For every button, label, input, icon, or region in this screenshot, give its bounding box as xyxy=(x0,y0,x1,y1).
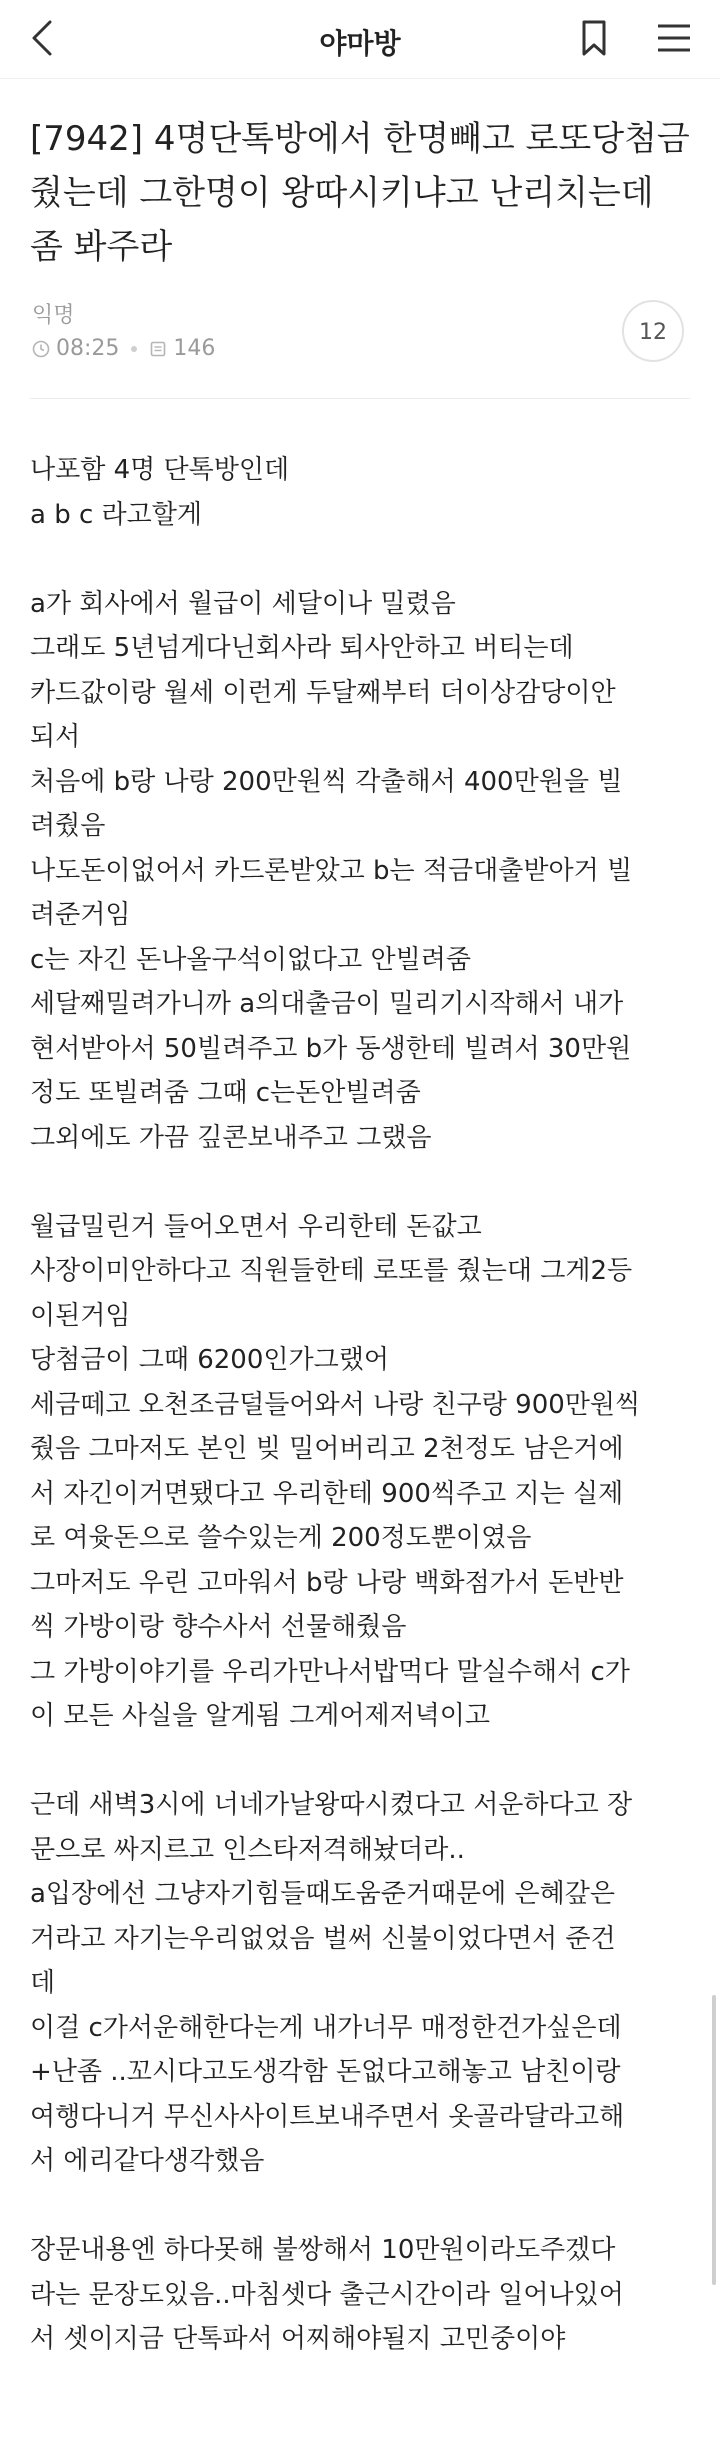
blank-line xyxy=(30,2184,690,2229)
views-icon xyxy=(149,340,167,358)
top-bar xyxy=(0,0,720,79)
author-name: 익명 xyxy=(32,303,75,328)
body-line: 줬음 그마저도 본인 빚 밀어버리고 2천정도 남은거에 xyxy=(30,1434,624,1464)
post-body xyxy=(30,448,690,2362)
body-line: 이 모든 사실을 알게됨 그게어제저녁이고 xyxy=(30,1701,491,1731)
body-line: 사장이미안하다고 직원들한테 로또를 줬는대 그게2등 xyxy=(30,1256,633,1286)
body-line: 장문내용엔 하다못해 불쌍해서 10만원이라도주겠다 xyxy=(30,2235,616,2265)
divider xyxy=(30,398,690,399)
body-line: 려줬음 xyxy=(30,811,106,841)
bookmark-icon[interactable] xyxy=(572,16,616,60)
body-line: 근데 새벽3시에 너네가날왕따시켰다고 서운하다고 장 xyxy=(30,1790,633,1820)
body-line: 서 자긴이거면됐다고 우리한테 900씩주고 지는 실제 xyxy=(30,1478,624,1509)
body-line: 처음에 b랑 나랑 200만원씩 각출해서 400만원을 빌 xyxy=(30,766,623,797)
body-line: 서 에리같다생각했음 xyxy=(30,2146,265,2176)
body-line: 데 xyxy=(30,1968,56,1998)
post-meta xyxy=(30,298,690,378)
hamburger-menu-icon[interactable] xyxy=(652,16,696,60)
body-line: 되서 xyxy=(30,722,81,752)
body-line: 거라고 자기는우리없었음 벌써 신불이었다면서 준건 xyxy=(30,1923,616,1954)
body-line: +난좀 ..꼬시다고도생각함 돈없다고해놓고 남친이랑 xyxy=(30,2057,621,2087)
body-line: 세금떼고 오천조금덜들어와서 나랑 친구랑 900만원씩 xyxy=(30,1389,641,1420)
clock-icon xyxy=(32,340,50,358)
meta-separator xyxy=(131,346,137,352)
body-line: 라는 문장도있음..마침셋다 출근시간이라 일어나있어 xyxy=(30,2279,624,2310)
body-line: 이된거임 xyxy=(30,1300,131,1331)
body-line: a입장에선 그냥자기힘들때도움준거때문에 은혜갚은 xyxy=(30,1879,616,1909)
body-line: 그래도 5년넘게다닌회사라 퇴사안하고 버티는데 xyxy=(30,633,574,663)
body-line: 그마저도 우린 고마워서 b랑 나랑 백화점가서 돈반반 xyxy=(30,1567,624,1598)
body-line: 당첨금이 그때 6200인가그랬어 xyxy=(30,1345,389,1375)
body-line: 나도돈이없어서 카드론받았고 b는 적금대출받아거 빌 xyxy=(30,855,633,886)
blank-line xyxy=(30,1739,690,1784)
scrollbar[interactable] xyxy=(712,1995,716,2285)
body-line: 나포함 4명 단톡방인데 xyxy=(30,455,290,485)
body-line: a b c 라고할게 xyxy=(30,499,202,530)
body-line: 씩 가방이랑 향수사서 선물해줬음 xyxy=(30,1612,407,1642)
body-line: a가 회사에서 월급이 세달이나 밀렸음 xyxy=(30,588,456,619)
body-line: 월급밀린거 들어오면서 우리한테 돈값고 xyxy=(30,1211,482,1242)
view-count: 146 xyxy=(173,336,216,361)
body-line: c는 자긴 돈나올구석이없다고 안빌려줌 xyxy=(30,944,471,975)
body-line: 현서받아서 50빌려주고 b가 동생한테 빌려서 30만원 xyxy=(30,1033,632,1064)
blank-line xyxy=(30,537,690,582)
body-line: 여행다니거 무신사사이트보내주면서 옷골라달라고해 xyxy=(30,2101,625,2132)
body-line: 그외에도 가끔 깊콘보내주고 그랬음 xyxy=(30,1122,432,1153)
body-line: 그 가방이야기를 우리가만나서밥먹다 말실수해서 c가 xyxy=(30,1656,630,1687)
comment-count-button[interactable]: 12 xyxy=(622,300,684,362)
post-title: [7942] 4명단톡방에서 한명빼고 로또당첨금 줬는데 그한명이 왕따시키냐고 난리치는데 좀 봐주라 xyxy=(30,119,690,267)
body-line: 정도 또빌려줌 그때 c는돈안빌려줌 xyxy=(30,1078,421,1108)
body-line: 서 셋이지금 단톡파서 어찌해야될지 고민중이야 xyxy=(30,2324,566,2354)
post-info xyxy=(32,336,215,361)
blank-line xyxy=(30,1160,690,1205)
board-title: 야마방 xyxy=(319,27,401,60)
body-line: 려준거임 xyxy=(30,900,131,930)
post-time: 08:25 xyxy=(56,336,120,361)
body-line: 로 여윳돈으로 쓸수있는게 200정도뿐이였음 xyxy=(30,1523,532,1553)
body-line: 세달째밀려가니까 a의대출금이 밀리기시작해서 내가 xyxy=(30,989,624,1019)
body-line: 카드값이랑 월세 이런게 두달째부터 더이상감당이안 xyxy=(30,677,616,708)
body-line: 이걸 c가서운해한다는게 내가너무 매정한건가싶은데 xyxy=(30,2012,622,2043)
body-line: 문으로 싸지르고 인스타저격해놨더라.. xyxy=(30,1834,465,1865)
